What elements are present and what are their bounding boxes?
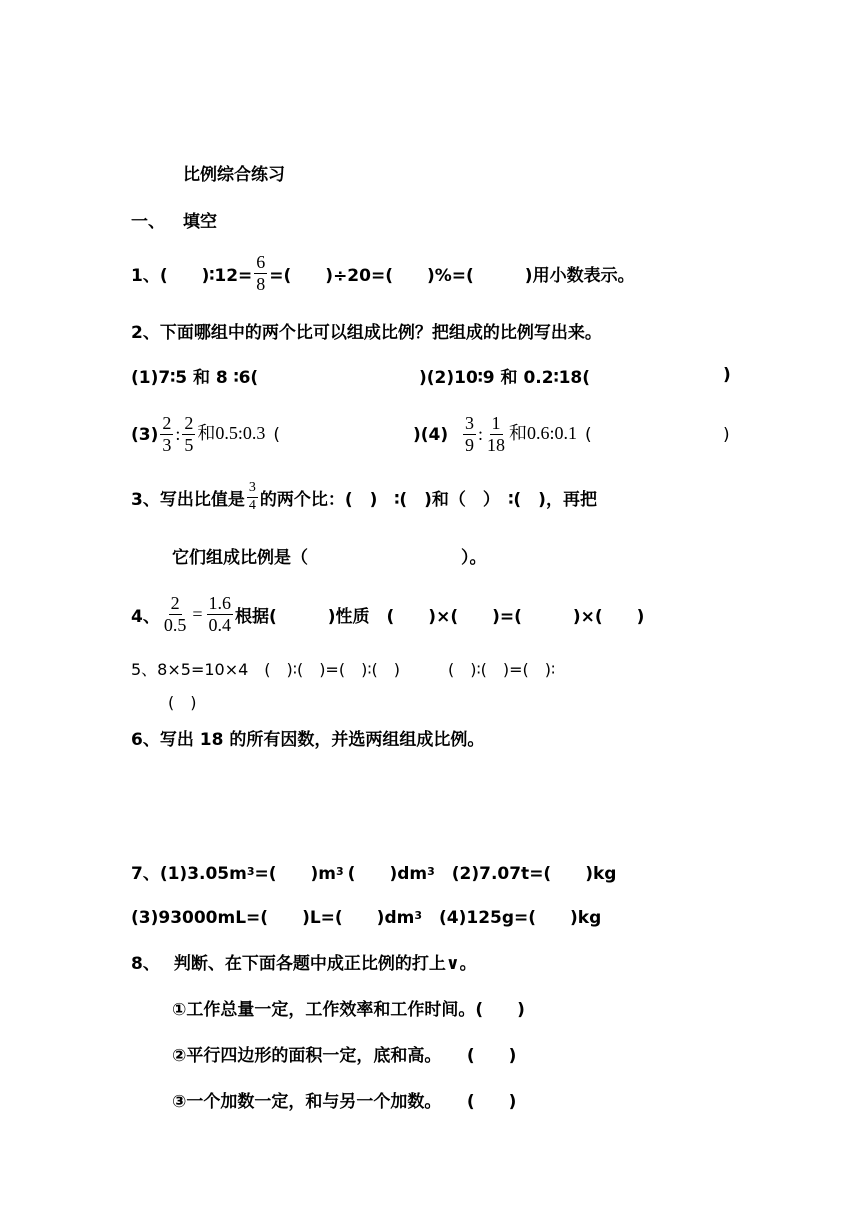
question-7-row-1: 7、(1)3.05m 3 =( )m 3 ( )dm 3 (2)7.07t=( )kg: [131, 863, 617, 884]
question-2: 2、下面哪组中的两个比可以组成比例？把组成的比例写出来。: [131, 322, 602, 343]
fraction: $\frac{1.6}{0.4}$: [208, 593, 231, 635]
fraction: $\frac{3}{9}$: [465, 413, 474, 455]
question-8-item-2: ②平行四边形的面积一定，底和高。 ( ): [172, 1045, 517, 1066]
fraction: $\frac{1}{18}$: [487, 413, 506, 455]
section-label: 填空: [183, 211, 217, 232]
question-8-item-3: ③一个加数一定，和与另一个加数。 ( ): [172, 1091, 517, 1112]
question-3: 3、写出比值是 $\frac{3}{4}$ 的两个比：( ) ∶( )和（ ） ∶( )，再把: [131, 479, 597, 513]
question-6: 6、写出 18 的所有因数，并选两组组成比例。: [131, 729, 485, 750]
section-number: 一、: [131, 211, 165, 232]
question-7-row-2: (3)93000mL=( )L=( )dm 3 (4)125g=( )kg: [131, 907, 602, 928]
question-1: 1、( )∶12= $\frac{6}{8}$ =( )÷20=( )%=( )用小数表示。: [131, 251, 635, 294]
question-5-line-2: ( ): [168, 692, 197, 712]
question-3-line-2: 它们组成比例是（ ）。: [172, 547, 487, 568]
question-4: 4、 $\frac{2}{0.5}$ = $\frac{1.6}{0.4}$ 根据( )性质 ( )×( )=( )×( ): [131, 593, 645, 635]
fraction: $\frac{2}{0.5}$: [163, 593, 187, 635]
question-5: 5、8×5=10×4 ( )∶( )=( )∶( ) ( )∶( )=( )∶: [131, 659, 556, 679]
fraction: $\frac{2}{3}$: [162, 413, 172, 455]
question-2-row-1: (1)7∶5 和 8 ∶6( )(2)10∶9 和 0.2∶18( ): [131, 365, 731, 388]
fraction: $\frac{3}{4}$: [248, 479, 256, 513]
fraction: $\frac{2}{5}$: [184, 413, 194, 455]
question-8-item-1: ①工作总量一定，工作效率和工作时间。( ): [172, 999, 525, 1020]
section-header: [131, 194, 217, 244]
question-8: 8、 判断、在下面各题中成正比例的打上∨。: [131, 953, 477, 974]
page-title: 比例综合练习: [183, 164, 285, 185]
fraction: $\frac{6}{8}$: [256, 251, 266, 294]
question-2-row-2: (3) $\frac{2}{3}$ : $\frac{2}{5}$ 和0.5:0.3 ( )(4) $\frac{3}{9}$ : $\frac{1}{18}$ 和0.6:0.1 ( ): [131, 413, 730, 455]
